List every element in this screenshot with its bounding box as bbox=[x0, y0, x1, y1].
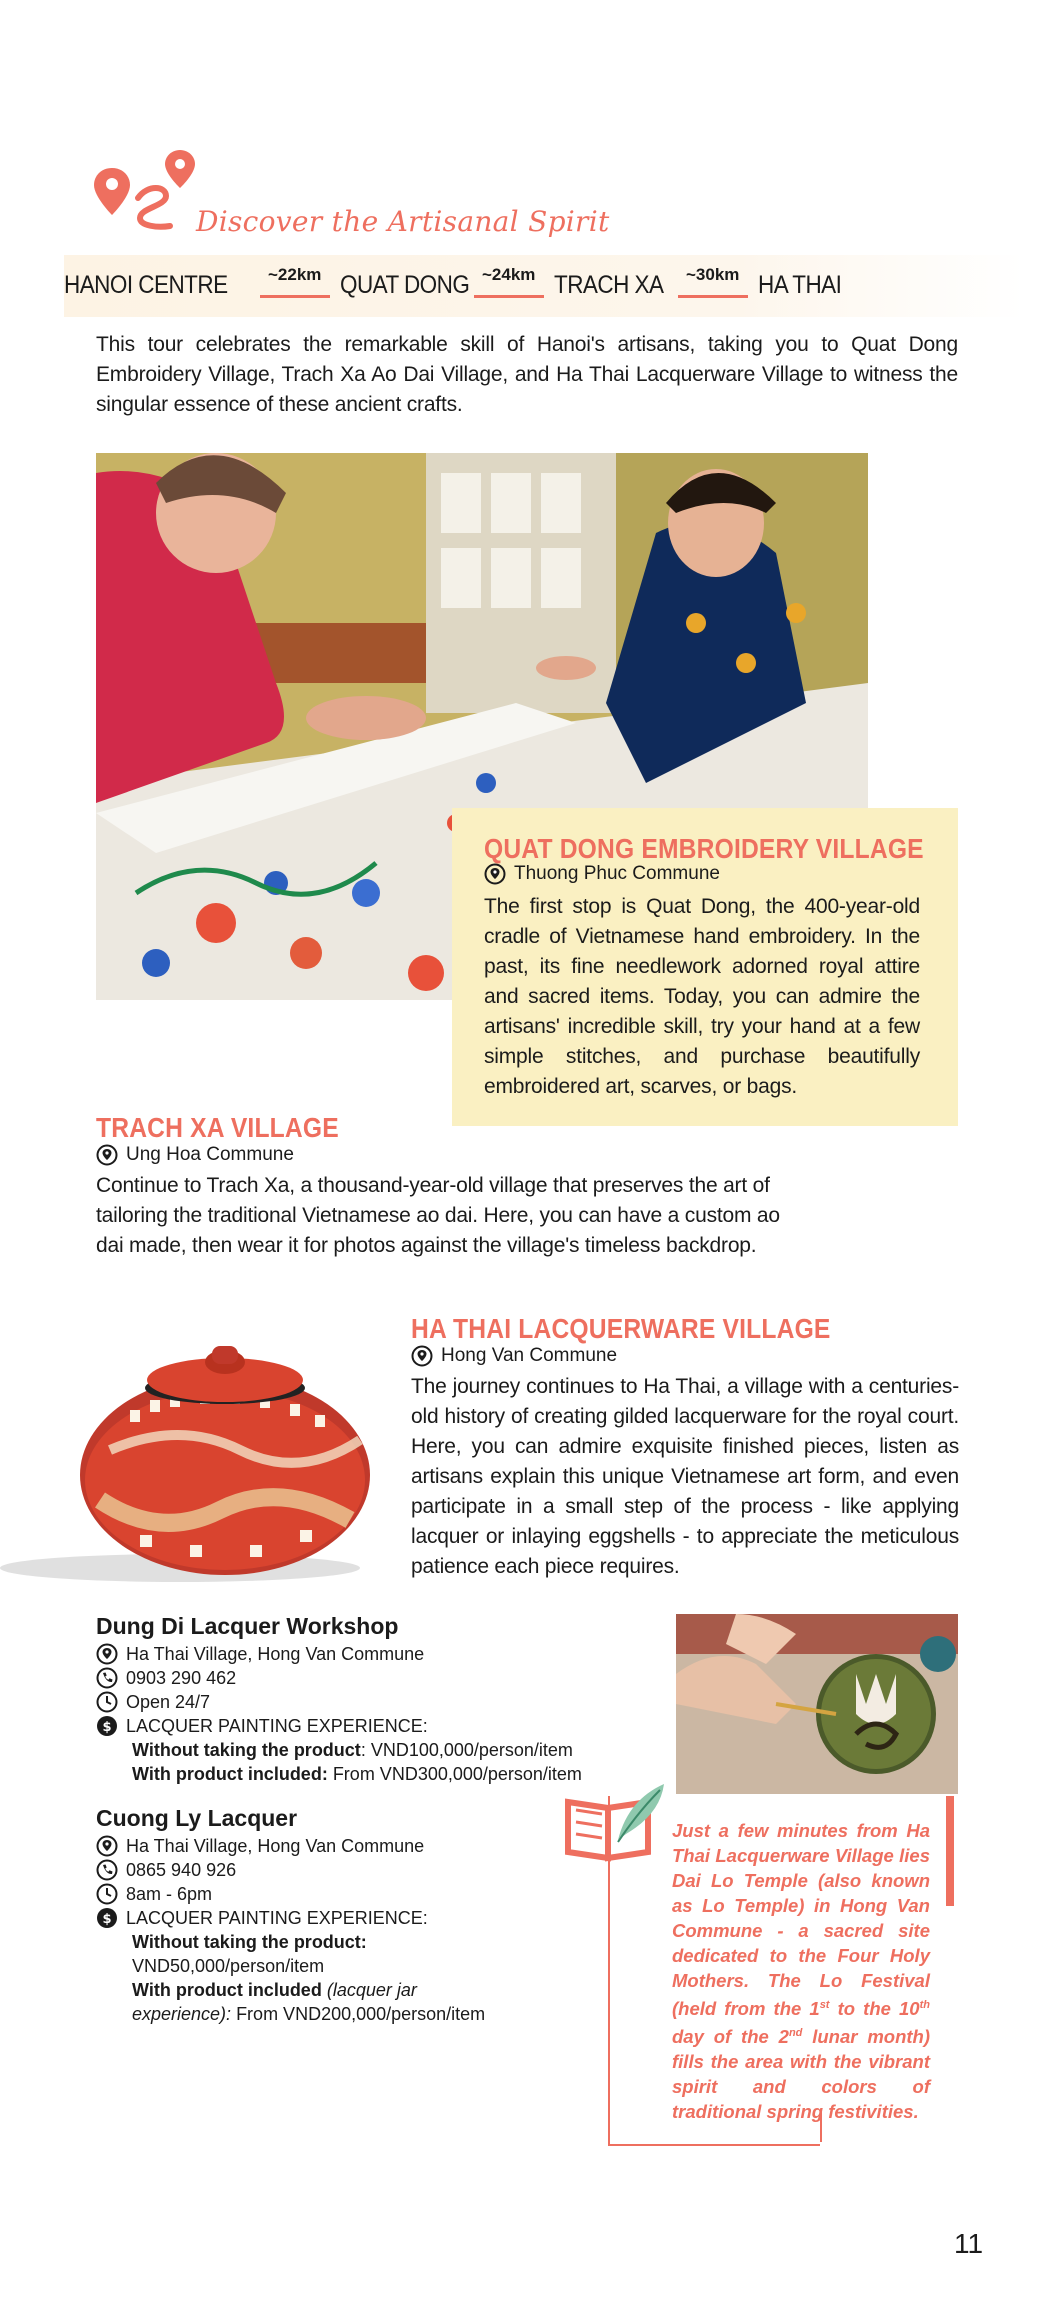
note-frame-bottom-cover bbox=[822, 2140, 962, 2150]
phone-text: 0903 290 462 bbox=[126, 1668, 237, 1688]
ha-thai-location bbox=[411, 1345, 617, 1367]
price-label: With product included bbox=[132, 1980, 322, 2000]
note-sup: nd bbox=[788, 2027, 803, 2040]
address-text: Ha Thai Village, Hong Van Commune bbox=[126, 1644, 425, 1664]
route-bar bbox=[64, 255, 1024, 317]
location-pin-icon bbox=[96, 1643, 118, 1665]
page-number: 11 bbox=[954, 2228, 984, 2259]
price-value: From VND200,000/person/item bbox=[231, 2004, 486, 2024]
note-frame-cover bbox=[938, 1906, 958, 2150]
page-title: Discover the Artisanal Spirit bbox=[196, 205, 610, 238]
dollar-icon bbox=[96, 1715, 118, 1737]
address-line bbox=[96, 1834, 556, 1858]
price-value: : VND100,000/person/item bbox=[360, 1740, 573, 1760]
price-line bbox=[96, 1738, 656, 1762]
price-line bbox=[96, 1978, 556, 2002]
svg-text:$: $ bbox=[102, 1720, 112, 1735]
experience-text: LACQUER PAINTING EXPERIENCE: bbox=[126, 1716, 428, 1736]
note-text: Just a few minutes from Ha Thai Lacquerware Village lies Dai Lo Temple (also known as Lo Temple) in Hong Van Commune - a sacred site dedicated to the Four Holy Mothers. The Lo Festival (held from the 1 bbox=[672, 1820, 930, 2020]
phone-line bbox=[96, 1666, 656, 1690]
workshop-name: Cuong Ly Lacquer bbox=[96, 1805, 298, 1831]
phone-icon bbox=[96, 1667, 118, 1689]
workshop-cuong-ly bbox=[96, 1802, 556, 2026]
note-text: to the 10 bbox=[829, 1998, 920, 2020]
route-stop: TRACH XA bbox=[554, 271, 664, 299]
hours-line bbox=[96, 1882, 556, 1906]
quat-dong-location bbox=[484, 863, 720, 885]
trach-xa-location bbox=[96, 1144, 294, 1166]
route-stop: HANOI CENTRE bbox=[64, 271, 228, 299]
workshop-dung-di bbox=[96, 1610, 656, 1786]
route-stop: HA THAI bbox=[758, 271, 842, 299]
map-pin-route-icon bbox=[92, 148, 202, 240]
sidebar-note bbox=[672, 1818, 930, 2124]
route-line bbox=[260, 295, 330, 298]
phone-line bbox=[96, 1858, 556, 1882]
note-sup: st bbox=[819, 1999, 830, 2011]
location-pin-icon bbox=[96, 1835, 118, 1857]
address-line bbox=[96, 1642, 656, 1666]
experience-line bbox=[96, 1906, 556, 1930]
lacquer-painting-photo bbox=[676, 1614, 958, 1794]
note-text: lunar month) fills the area with the vibrant spirit and colors of traditional spring festivities. bbox=[672, 2026, 930, 2123]
route-distance: ~24km bbox=[482, 265, 536, 284]
intro-paragraph: This tour celebrates the remarkable skill of Hanoi's artisans, taking you to Quat Dong Embroidery Village, Trach Xa Ao Dai Village, and Ha Thai Lacquerware Village to witness the singular essence of these ancient crafts. bbox=[96, 333, 958, 416]
route-stop: QUAT DONG bbox=[340, 271, 470, 299]
route-line bbox=[678, 295, 748, 298]
location-text: Ung Hoa Commune bbox=[126, 1144, 294, 1165]
trach-xa-body: Continue to Trach Xa, a thousand-year-old village that preserves the art of tailoring the traditional Vietnamese ao dai. Here, you can have a custom ao dai made, then wear it for photos against the village's timeless backdrop. bbox=[96, 1174, 780, 1257]
location-pin-icon bbox=[411, 1345, 433, 1367]
quat-dong-title: QUAT DONG EMBROIDERY VILLAGE bbox=[484, 833, 924, 864]
note-text: day of the 2 bbox=[672, 2026, 789, 2048]
phone-icon bbox=[96, 1859, 118, 1881]
location-text: Thuong Phuc Commune bbox=[514, 863, 720, 884]
price-value: From VND300,000/person/item bbox=[327, 1764, 582, 1784]
location-pin-icon bbox=[484, 863, 506, 885]
ha-thai-body: The journey continues to Ha Thai, a village with a centuries-old history of creating gilded lacquerware for the royal court. Here, you can admire exquisite finished pieces, listen as artisans explain this unique Vietnamese art form, and even participate in a small step of the process - like applying lacquer or inlaying eggshells - to appreciate the meticulous patience each piece requires. bbox=[411, 1375, 959, 1578]
hours-text: Open 24/7 bbox=[126, 1692, 211, 1712]
ha-thai-title: HA THAI LACQUERWARE VILLAGE bbox=[411, 1313, 831, 1344]
price-value: VND50,000/person/item bbox=[132, 1956, 325, 1976]
experience-text: LACQUER PAINTING EXPERIENCE: bbox=[126, 1908, 428, 1928]
route-distance: ~22km bbox=[268, 265, 322, 284]
route-line bbox=[474, 295, 544, 298]
clock-icon bbox=[96, 1883, 118, 1905]
lacquer-jar-image bbox=[0, 1300, 390, 1590]
price-note: experience): bbox=[132, 2004, 232, 2024]
price-note: (lacquer jar bbox=[321, 1980, 417, 2000]
route-distance: ~30km bbox=[686, 265, 740, 284]
quat-dong-body: The first stop is Quat Dong, the 400-year-old cradle of Vietnamese hand embroidery. In the past, its fine needlework adorned royal attire and sacred items. Today, you can admire the artisans' incredible skill, try your hand at a few simple stitches, and purchase beautifully embroidered art, scarves, or bags. bbox=[484, 895, 920, 1098]
hours-text: 8am - 6pm bbox=[126, 1884, 213, 1904]
experience-line bbox=[96, 1714, 656, 1738]
svg-text:$: $ bbox=[102, 1912, 112, 1927]
clock-icon bbox=[96, 1691, 118, 1713]
address-text: Ha Thai Village, Hong Van Commune bbox=[126, 1836, 425, 1856]
dollar-icon bbox=[96, 1907, 118, 1929]
workshop-name: Dung Di Lacquer Workshop bbox=[96, 1613, 399, 1639]
trach-xa-title: TRACH XA VILLAGE bbox=[96, 1112, 339, 1143]
location-pin-icon bbox=[96, 1144, 118, 1166]
price-label: With product included: bbox=[132, 1764, 328, 1784]
phone-text: 0865 940 926 bbox=[126, 1860, 237, 1880]
location-text: Hong Van Commune bbox=[441, 1345, 618, 1366]
note-sup: th bbox=[919, 1999, 930, 2011]
price-label: Without taking the product: bbox=[132, 1932, 367, 1952]
hours-line bbox=[96, 1690, 656, 1714]
price-label: Without taking the product bbox=[132, 1740, 361, 1760]
price-line bbox=[96, 2002, 556, 2026]
